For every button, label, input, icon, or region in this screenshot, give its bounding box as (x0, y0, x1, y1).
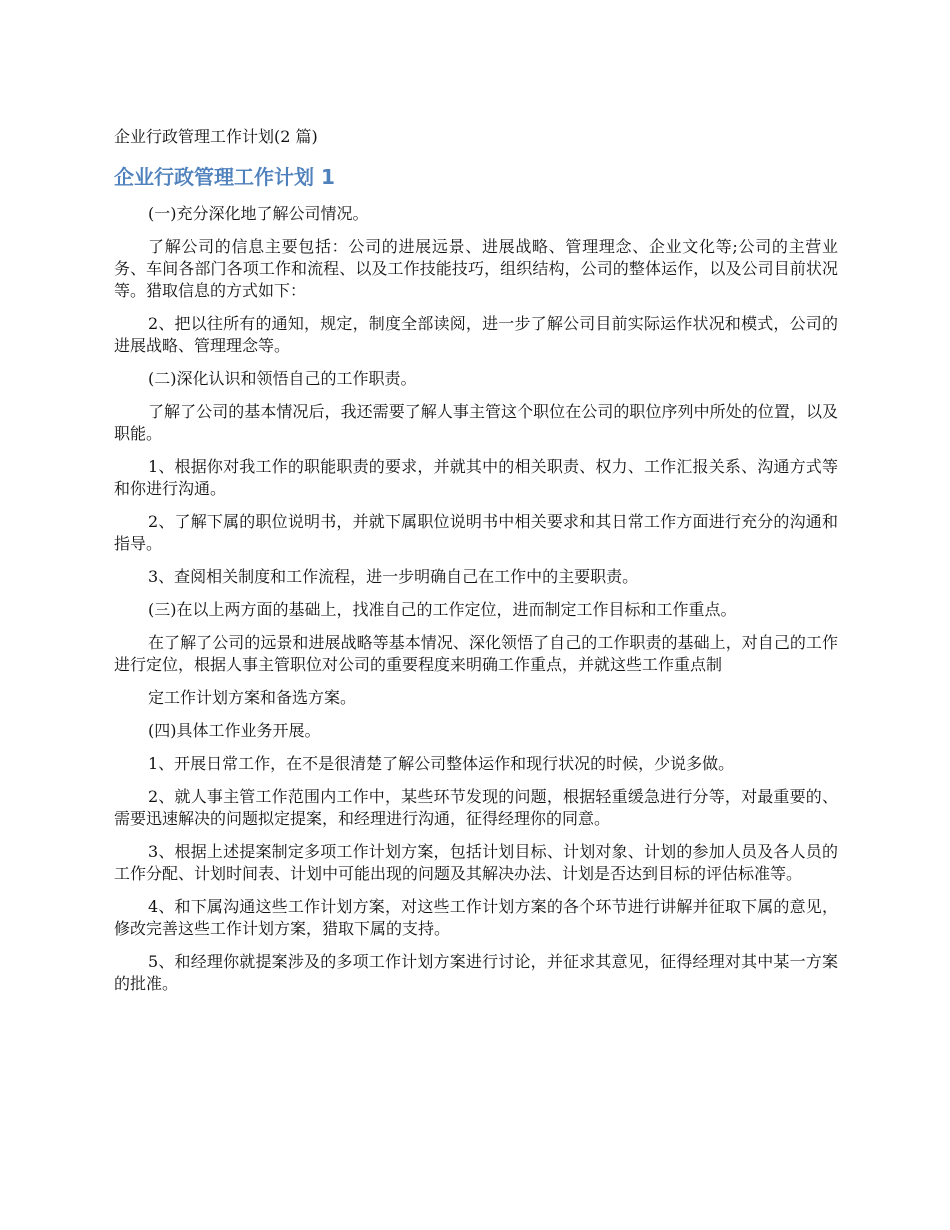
paragraph: 2、了解下属的职位说明书，并就下属职位说明书中相关要求和其日常工作方面进行充分的沟通和指导。 (114, 512, 838, 553)
paragraph: 3、查阅相关制度和工作流程，进一步明确自己在工作中的主要职责。 (148, 567, 639, 586)
paragraph: 3、根据上述提案制定多项工作计划方案，包括计划目标、计划对象、计划的参加人员及各人员的工作分配、计划时间表、计划中可能出现的问题及其解决办法、计划是否达到目标的评估标准等。 (114, 842, 838, 883)
paragraph: (一)充分深化地了解公司情况。 (148, 204, 369, 223)
paragraph: 5、和经理你就提案涉及的多项工作计划方案进行讨论，并征求其意见，征得经理对其中某一方案的批准。 (114, 952, 838, 993)
section-heading: 企业行政管理工作计划 1 (114, 165, 335, 189)
paragraph: 2、就人事主管工作范围内工作中，某些环节发现的问题，根据轻重缓急进行分等，对最重要的、需要迅速解决的问题拟定提案，和经理进行沟通，征得经理你的同意。 (114, 787, 838, 828)
paragraph: 1、根据你对我工作的职能职责的要求，并就其中的相关职责、权力、工作汇报关系、沟通方式等和你进行沟通。 (114, 457, 838, 498)
document-body (114, 203, 838, 1006)
paragraph: (三)在以上两方面的基础上，找准自己的工作定位，进而制定工作目标和工作重点。 (148, 600, 737, 619)
paragraph: 2、把以往所有的通知，规定，制度全部读阅，进一步了解公司目前实际运作状况和模式，公司的进展战略、管理理念等。 (114, 314, 838, 355)
paragraph: 4、和下属沟通这些工作计划方案，对这些工作计划方案的各个环节进行讲解并征取下属的意见，修改完善这些工作计划方案，猎取下属的支持。 (114, 897, 838, 938)
paragraph: 了解了公司的基本情况后，我还需要了解人事主管这个职位在公司的职位序列中所处的位置，以及职能。 (114, 402, 838, 443)
paragraph: 在了解了公司的远景和进展战略等基本情况、深化领悟了自己的工作职责的基础上，对自己的工作进行定位，根据人事主管职位对公司的重要程度来明确工作重点，并就这些工作重点制 (114, 633, 838, 674)
paragraph: 了解公司的信息主要包括：公司的进展远景、进展战略、管理理念、企业文化等;公司的主营业务、车间各部门各项工作和流程、以及工作技能技巧，组织结构，公司的整体运作，以及公司目前状况等。猎取信息的方式如下： (114, 237, 838, 300)
paragraph: 1、开展日常工作，在不是很清楚了解公司整体运作和现行状况的时候，少说多做。 (148, 754, 735, 773)
document-title: 企业行政管理工作计划(2 篇) (114, 127, 318, 146)
paragraph: (四)具体工作业务开展。 (148, 721, 321, 740)
paragraph: 定工作计划方案和备选方案。 (148, 688, 357, 707)
paragraph: (二)深化认识和领悟自己的工作职责。 (148, 369, 417, 388)
